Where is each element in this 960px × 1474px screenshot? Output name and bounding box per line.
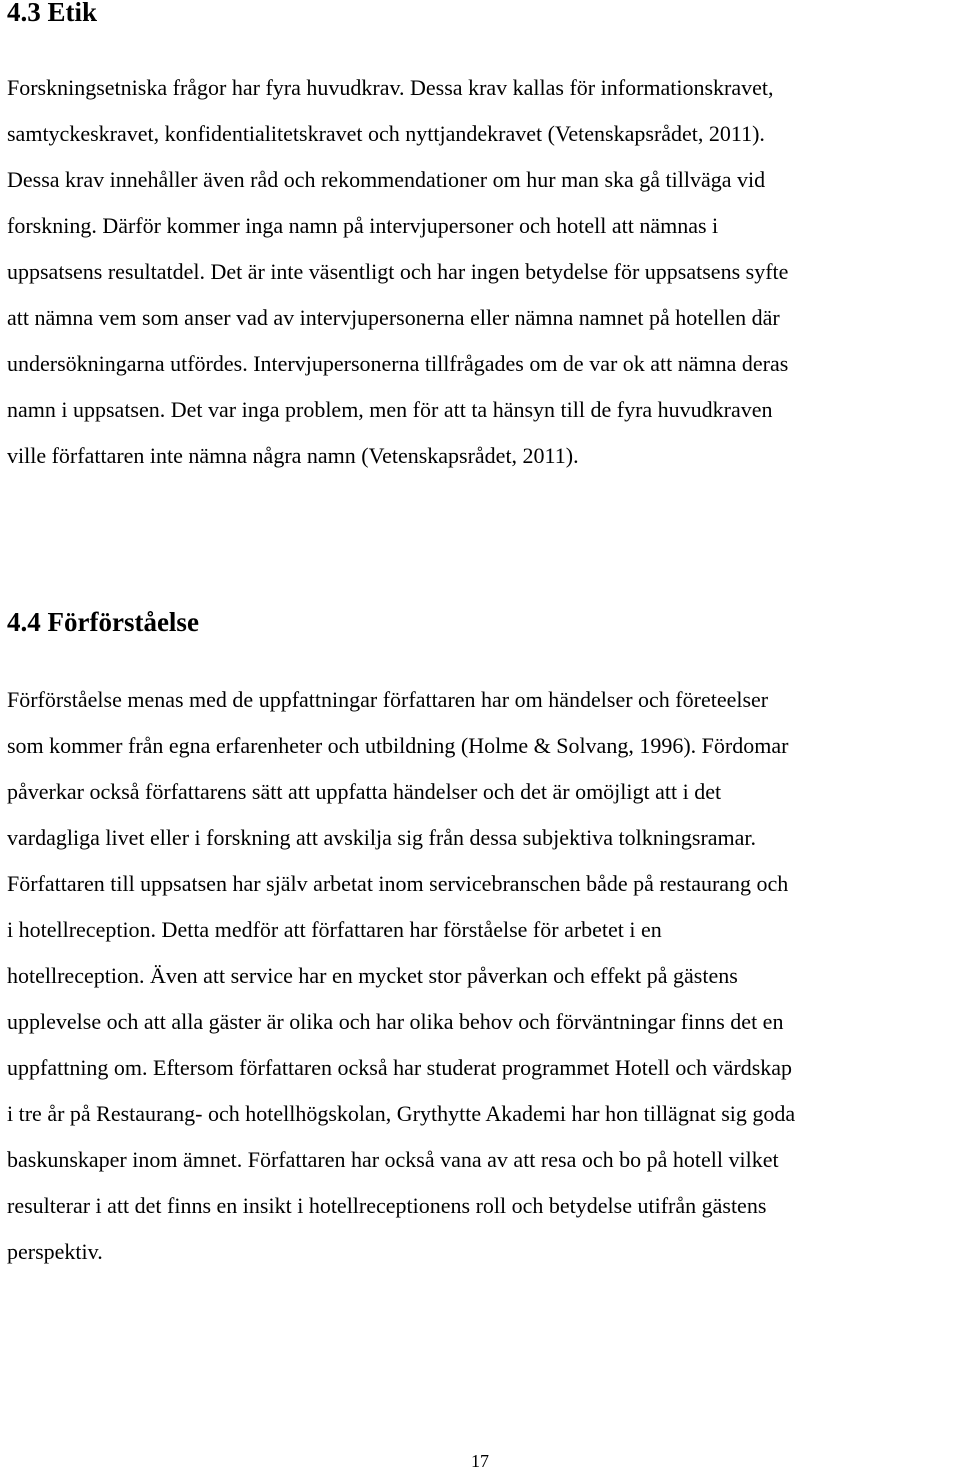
text-line: påverkar också författarens sätt att uppfatta händelser och det är omöjligt att i det (7, 779, 722, 804)
text-line: att nämna vem som anser vad av intervjupersonerna eller nämna namnet på hotellen där (7, 305, 780, 330)
paragraph-etik (7, 65, 957, 479)
text-line: uppsatsens resultatdel. Det är inte väsentligt och har ingen betydelse för uppsatsens syfte (7, 259, 789, 284)
paragraph-forforstaelse (7, 677, 957, 1275)
text-line: forskning. Därför kommer inga namn på intervjupersoner och hotell att nämnas i (7, 213, 719, 238)
text-line: uppfattning om. Eftersom författaren också har studerat programmet Hotell och värdskap (7, 1055, 793, 1080)
text-line: i tre år på Restaurang- och hotellhögskolan, Grythytte Akademi har hon tillägnat sig goda (7, 1101, 796, 1126)
text-line: hotellreception. Även att service har en mycket stor påverkan och effekt på gästens (7, 963, 738, 988)
text-line: undersökningarna utfördes. Intervjupersonerna tillfrågades om de var ok att nämna deras (7, 351, 789, 376)
section-heading-forforstaelse: 4.4 Förförståelse (7, 607, 199, 637)
text-line: som kommer från egna erfarenheter och utbildning (Holme & Solvang, 1996). Fördomar (7, 733, 789, 758)
section-heading-etik: 4.3 Etik (7, 0, 98, 27)
text-line: ville författaren inte nämna några namn (Vetenskapsrådet, 2011). (7, 443, 579, 468)
text-line: upplevelse och att alla gäster är olika och har olika behov och förväntningar finns det en (7, 1009, 784, 1034)
text-line: samtyckeskravet, konfidentialitetskravet och nyttjandekravet (Vetenskapsrådet, 2011). (7, 121, 765, 146)
text-line: Författaren till uppsatsen har själv arbetat inom servicebranschen både på restaurang och (7, 871, 789, 896)
text-line: namn i uppsatsen. Det var inga problem, men för att ta hänsyn till de fyra huvudkraven (7, 397, 773, 422)
text-line: Dessa krav innehåller även råd och rekommendationer om hur man ska gå tillväga vid (7, 167, 766, 192)
text-line: baskunskaper inom ämnet. Författaren har också vana av att resa och bo på hotell vilket (7, 1147, 779, 1172)
text-line: Forskningsetniska frågor har fyra huvudkrav. Dessa krav kallas för informationskravet, (7, 75, 774, 100)
text-line: vardagliga livet eller i forskning att avskilja sig från dessa subjektiva tolkningsramar. (7, 825, 757, 850)
text-line: i hotellreception. Detta medför att författaren har förståelse för arbetet i en (7, 917, 662, 942)
page-number: 17 (471, 1451, 489, 1471)
text-line: Förförståelse menas med de uppfattningar författaren har om händelser och företeelser (7, 687, 769, 712)
text-line: resulterar i att det finns en insikt i hotellreceptionens roll och betydelse utifrån gästens (7, 1193, 767, 1218)
text-line: perspektiv. (7, 1239, 103, 1264)
